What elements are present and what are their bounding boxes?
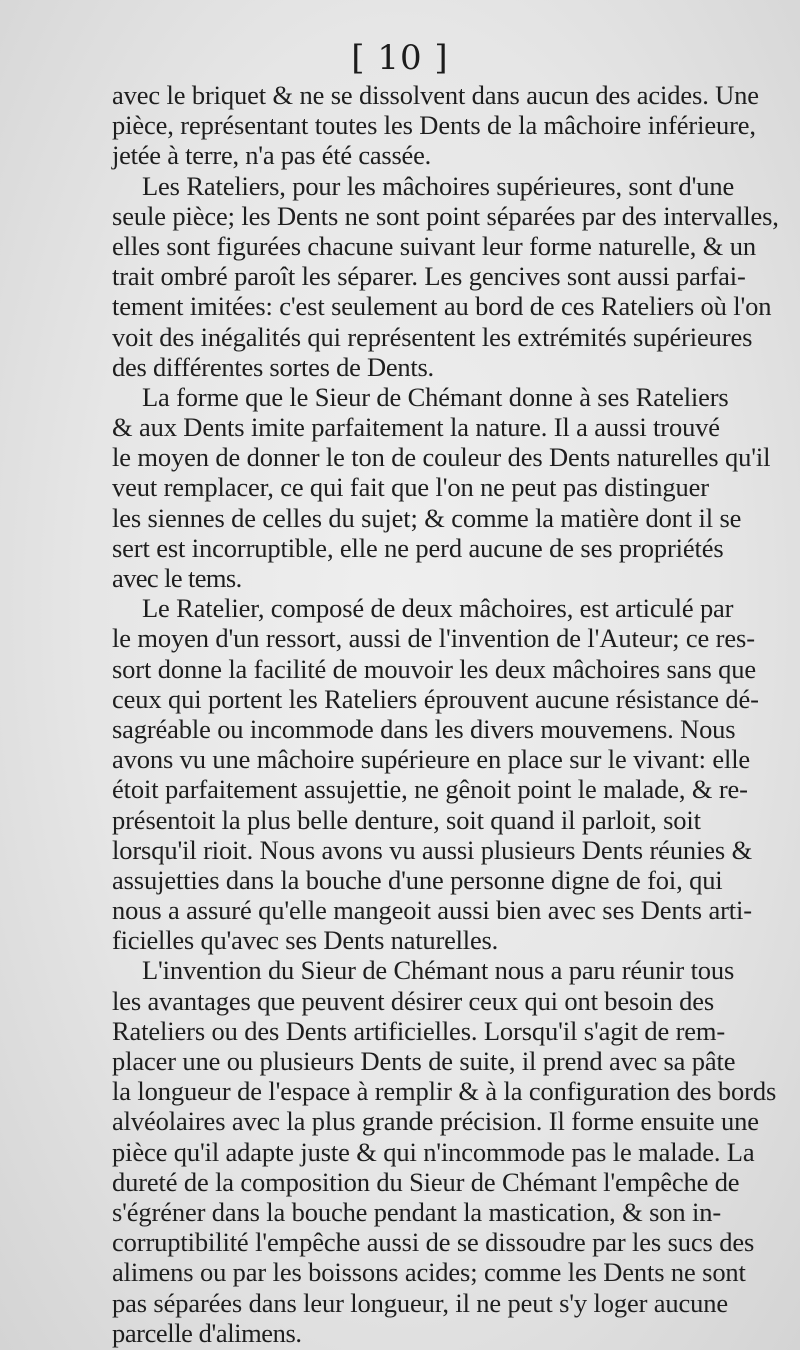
text-line: L'invention du Sieur de Chémant nous a paru réunir tous: [142, 955, 735, 986]
text-line: elles sont figurées chacune suivant leur forme naturelle, & un: [112, 230, 756, 261]
paragraph: [112, 171, 792, 382]
text-line: avec le tems.: [112, 563, 242, 593]
text-line: seule pièce; les Dents ne sont point séparées par des intervalles,: [112, 200, 779, 231]
text-line: pièce qu'il adapte juste & qui n'incommode pas le malade. La: [112, 1136, 755, 1167]
text-line: jetée à terre, n'a pas été cassée.: [112, 140, 431, 171]
text-line: dureté de la composition du Sieur de Chémant l'empêche de: [112, 1166, 740, 1197]
text-line: assujetties dans la bouche d'une personne digne de foi, qui: [112, 864, 723, 895]
text-line: alimens ou par les boissons acides; comme les Dents ne sont: [112, 1257, 746, 1288]
text-line: Rateliers ou des Dents artificielles. Lorsqu'il s'agit de rem-: [112, 1015, 726, 1046]
text-line: alvéolaires avec la plus grande précision. Il forme ensuite une: [112, 1106, 759, 1137]
text-line: pas séparées dans leur longueur, il ne peut s'y loger aucune: [112, 1287, 729, 1318]
text-line: avons vu une mâchoire supérieure en place sur le vivant: elle: [112, 744, 751, 775]
text-line: ceux qui portent les Rateliers éprouvent aucune résistance dé-: [112, 683, 759, 714]
text-line: s'égréner dans la bouche pendant la mastication, & son in-: [112, 1196, 722, 1227]
text-line: présentoit la plus belle denture, soit quand il parloit, soit: [112, 804, 701, 835]
text-line: Les Rateliers, pour les mâchoires supérieures, sont d'une: [142, 170, 735, 201]
text-line: Le Ratelier, composé de deux mâchoires, est articulé par: [142, 593, 734, 624]
paragraph: [112, 593, 792, 955]
page-number: [ 10 ]: [351, 38, 449, 78]
text-line: le moyen de donner le ton de couleur des Dents naturelles qu'il: [112, 442, 771, 473]
text-line: avec le briquet & ne se dissolvent dans aucun des acides. Une: [112, 80, 759, 110]
text-line: le moyen d'un ressort, aussi de l'invention de l'Auteur; ce res-: [112, 623, 755, 654]
text-line: sort donne la facilité de mouvoir les deux mâchoires sans que: [112, 653, 757, 684]
text-line: & aux Dents imite parfaitement la nature. Il a aussi trouvé: [112, 412, 720, 443]
text-line: sert est incorruptible, elle ne perd aucune de ses propriétés: [112, 532, 724, 563]
text-line: étoit parfaitement assujettie, ne gênoit point le malade, & re-: [112, 774, 748, 805]
text-line: trait ombré paroît les séparer. Les gencives sont aussi parfai-: [112, 261, 746, 292]
text-line: la longueur de l'espace à remplir & à la configuration des bords: [112, 1076, 777, 1107]
text-line: tement imitées: c'est seulement au bord de ces Rateliers où l'on: [112, 291, 772, 322]
paragraph: [112, 80, 792, 171]
text-line: nous a assuré qu'elle mangeoit aussi bien avec ses Dents arti-: [112, 895, 752, 926]
text-line: lorsqu'il rioit. Nous avons vu aussi plusieurs Dents réunies &: [112, 834, 753, 865]
text-line: les avantages que peuvent désirer ceux qui ont besoin des: [112, 985, 715, 1016]
text-line: les siennes de celles du sujet; & comme la matière dont il se: [112, 502, 742, 533]
paragraph: [112, 382, 792, 593]
text-line: parcelle d'alimens.: [112, 1317, 302, 1348]
text-line: veut remplacer, ce qui fait que l'on ne peut pas distinguer: [112, 472, 709, 503]
text-line: placer une ou plusieurs Dents de suite, il prend avec sa pâte: [112, 1046, 736, 1076]
text-line: pièce, représentant toutes les Dents de la mâchoire inférieure,: [112, 110, 756, 141]
text-line: des différentes sortes de Dents.: [112, 351, 434, 382]
body-text: [112, 80, 792, 1348]
text-line: voit des inégalités qui représentent les extrémités supérieures: [112, 321, 753, 352]
text-line: La forme que le Sieur de Chémant donne à ses Rateliers: [142, 381, 729, 412]
text-line: ficielles qu'avec ses Dents naturelles.: [112, 925, 499, 956]
text-line: sagréable ou incommode dans les divers mouvemens. Nous: [112, 713, 736, 744]
paragraph: [112, 955, 792, 1347]
text-line: corruptibilité l'empêche aussi de se dissoudre par les sucs des: [112, 1227, 755, 1258]
